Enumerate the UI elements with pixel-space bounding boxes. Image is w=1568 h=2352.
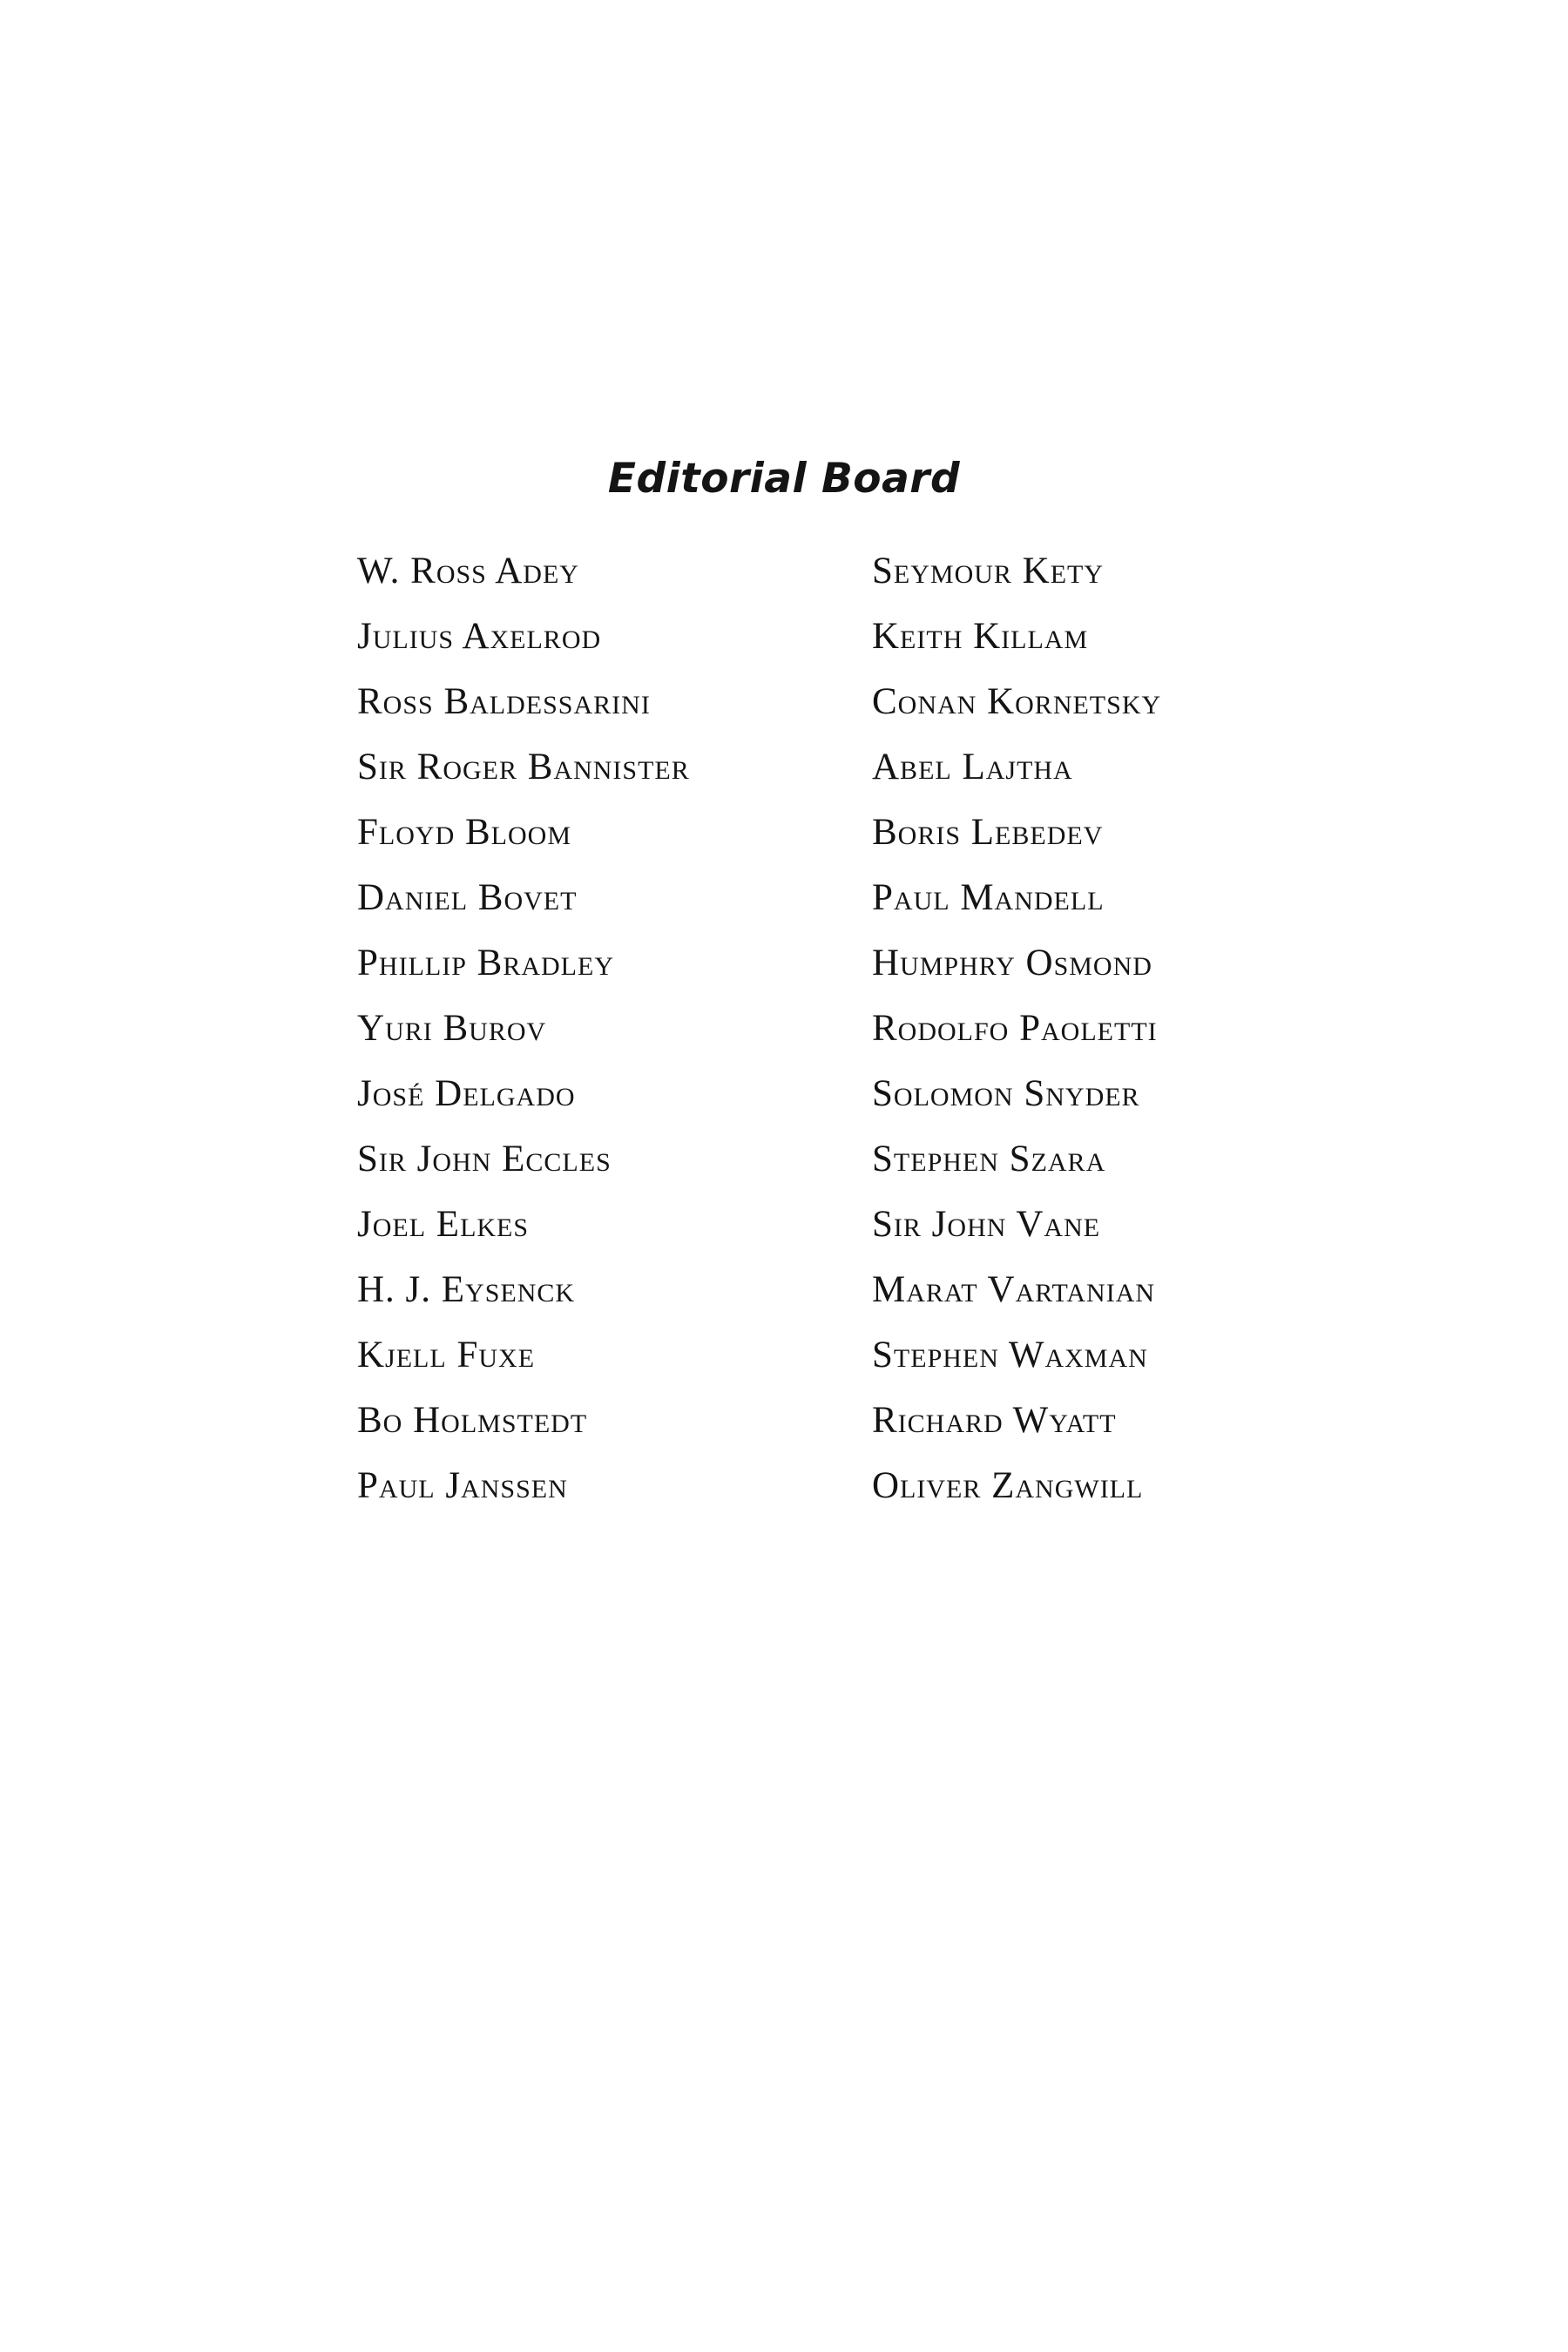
board-member: Phillip Bradley [357,943,614,983]
board-member: Stephen Waxman [872,1335,1148,1375]
board-member: Keith Killam [872,616,1089,657]
board-member: Solomon Snyder [872,1073,1140,1114]
board-member: Humphry Osmond [872,943,1152,983]
board-member: Julius Axelrod [357,616,602,657]
board-member: Yuri Burov [357,1008,547,1049]
board-member: Kjell Fuxe [357,1335,536,1375]
board-member: Abel Lajtha [872,747,1073,787]
board-member: Bo Holmstedt [357,1400,588,1441]
board-member: Conan Kornetsky [872,681,1162,722]
board-list-left [357,547,690,1527]
board-member: Daniel Bovet [357,877,578,918]
board-member: Marat Vartanian [872,1269,1156,1310]
board-member: Boris Lebedev [872,812,1104,853]
board-member: Sir John Eccles [357,1139,612,1179]
page-title: Editorial Board [607,455,961,503]
board-member: Sir John Vane [872,1204,1101,1245]
board-member: Stephen Szara [872,1139,1106,1179]
board-member: Rodolfo Paoletti [872,1008,1158,1049]
board-member: Richard Wyatt [872,1400,1117,1441]
board-member: Seymour Kety [872,551,1105,591]
board-member: Oliver Zangwill [872,1465,1144,1506]
board-member: Ross Baldessarini [357,681,651,722]
board-member: Sir Roger Bannister [357,747,690,787]
board-member: Floyd Bloom [357,812,571,853]
board-member: W. Ross Adey [357,551,579,591]
board-member: Paul Mandell [872,877,1105,918]
board-member: José Delgado [357,1073,576,1114]
board-list-right [872,547,1161,1527]
board-member: Paul Janssen [357,1465,568,1506]
board-member: Joel Elkes [357,1204,530,1245]
board-member: H. J. Eysenck [357,1269,576,1310]
